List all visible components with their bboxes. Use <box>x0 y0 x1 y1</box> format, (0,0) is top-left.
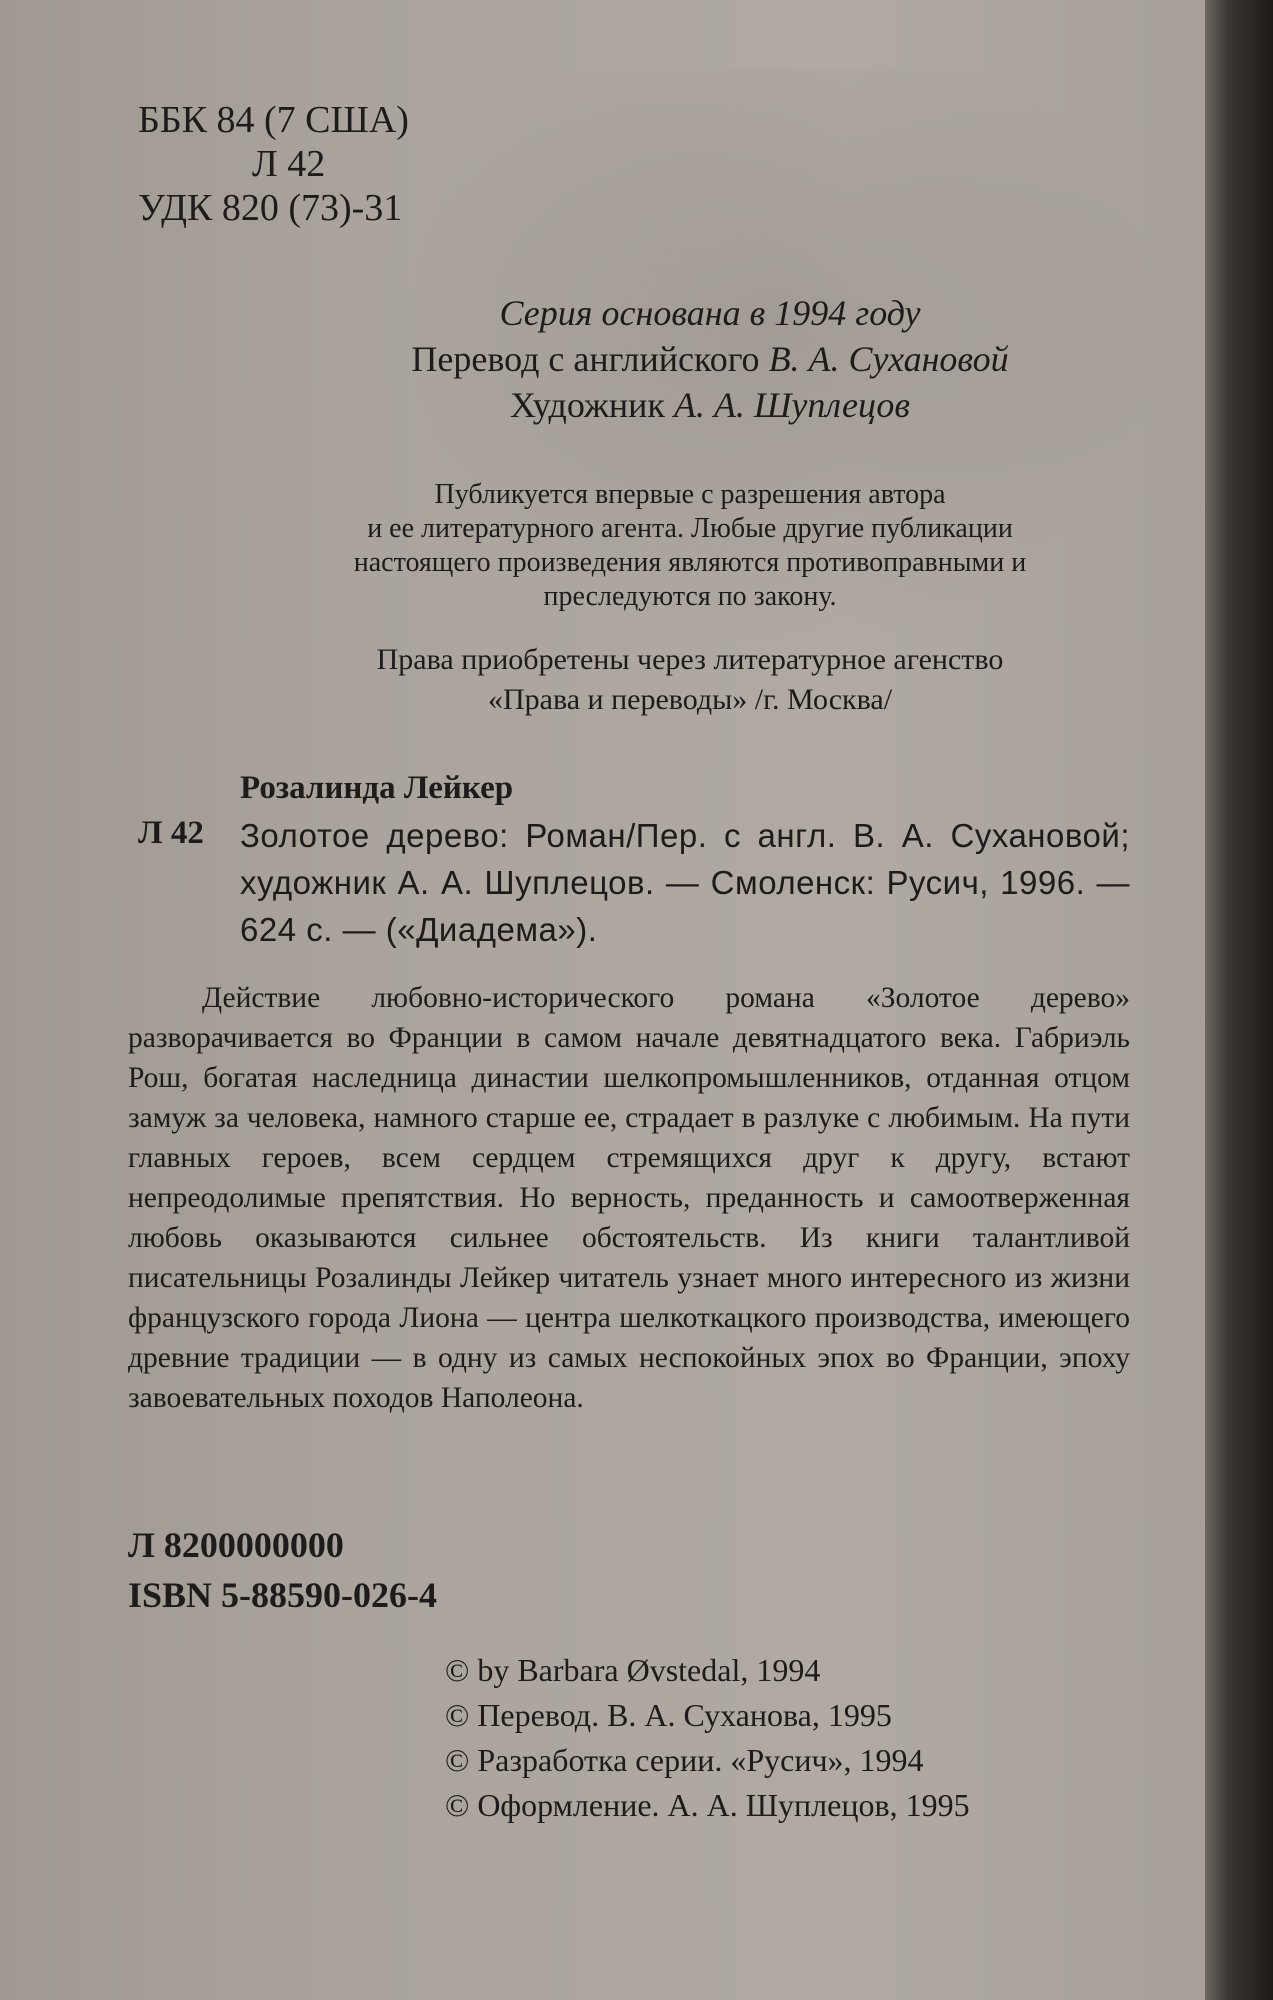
book-abstract: Действие любовно-исторического романа «Золотое дерево» разворачивается во Франции в самом начале девятнадцатого века. Габриэль Рош, богатая наследница династии шелкопромышленников, отданная отцом замуж за человека, намного старше ее, страдает в разлуке с любимым. На пути главных героев, всем сердцем стремящихся друг к другу, встают непреодолимые препятствия. Но верность, преданность и самоотверженная любовь оказываются сильнее обстоятельств. Из книги талантливой писательницы Розалинды Лейкер читатель узнает много интересного из жизни французского города Лиона — центра шелкоткацкого производства, имеющего древние традиции — в одну из самых неспокойных эпох во Франции, эпоху завоевательных походов Наполеона. <box>128 982 1130 1414</box>
publication-notice <box>250 478 1130 614</box>
bibliographic-description: Золотое дерево: Роман/Пер. с англ. В. А. Сухановой; художник А. А. Шуплецов. — Смоленск: Русич, 1996. — 624 с. — («Диадема»). <box>240 817 1130 948</box>
book-spine-shadow <box>1205 0 1273 2000</box>
catalog-mark: Л 42 <box>138 815 204 851</box>
copyright-line: © Перевод. В. А. Суханова, 1995 <box>445 1697 892 1733</box>
catalog-code: Л 8200000000 <box>128 1525 344 1565</box>
artist-line <box>300 382 1120 428</box>
translation-prefix: Перевод с английского <box>411 339 760 379</box>
copyright-notices <box>445 1648 970 1828</box>
translation-line <box>300 336 1120 382</box>
identifiers <box>128 1520 437 1620</box>
publication-notice-line: настоящего произведения являются противоправными и <box>353 547 1027 578</box>
publication-notice-line: преследуются по закону. <box>543 581 837 612</box>
publication-notice-line: Публикуется впервые с разрешения автора <box>434 479 946 510</box>
series-info <box>300 290 1120 428</box>
udk-code: УДК 820 (73)-31 <box>138 187 403 229</box>
artist-prefix: Художник <box>509 385 665 425</box>
isbn: ISBN 5-88590-026-4 <box>128 1575 438 1615</box>
copyright-line: © Оформление. А. А. Шуплецов, 1995 <box>445 1787 970 1823</box>
copyright-line: © by Barbara Øvstedal, 1994 <box>445 1652 821 1688</box>
translator-name: В. А. Сухановой <box>768 339 1009 379</box>
series-founded: Серия основана в 1994 году <box>499 293 921 333</box>
author-mark: Л 42 <box>252 143 326 185</box>
copyright-line: © Разработка серии. «Русич», 1994 <box>445 1742 924 1778</box>
publication-notice-line: и ее литературного агента. Любые другие публикации <box>367 513 1013 544</box>
rights-notice <box>250 640 1130 720</box>
artist-name: А. А. Шуплецов <box>673 385 911 425</box>
catalog-author: Розалинда Лейкер <box>240 770 514 806</box>
rights-line: «Права и переводы» /г. Москва/ <box>487 683 893 716</box>
classification-codes <box>138 98 409 230</box>
bbk-code: ББК 84 (7 США) <box>138 99 409 141</box>
rights-line: Права приобретены через литературное агенство <box>376 643 1004 676</box>
